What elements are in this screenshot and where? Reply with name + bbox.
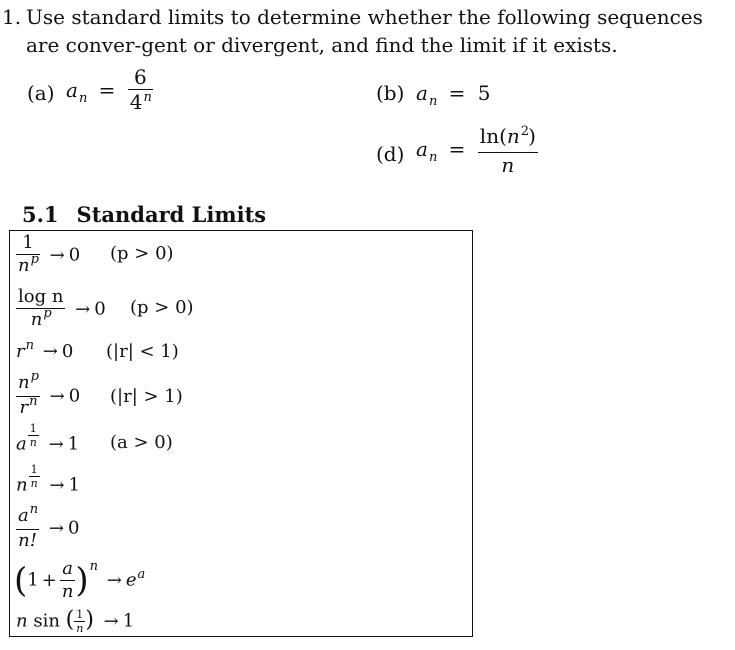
limit-1-result: 0 — [68, 244, 81, 266]
limit-7-denominator: n! — [18, 530, 37, 552]
limit-4-fraction — [16, 369, 40, 420]
section-number: 5.1 — [22, 202, 59, 227]
limit-row-7 — [16, 502, 80, 552]
limit-row-4 — [16, 369, 81, 420]
limit-7-result: 0 — [67, 517, 80, 539]
limit-4-num-base: n — [18, 372, 30, 393]
part-a-numerator: 6 — [133, 65, 147, 89]
limit-6-result: 1 — [68, 474, 80, 496]
limit-1-condition: (p > 0) — [110, 243, 174, 264]
limit-3-condition: (|r| < 1) — [106, 341, 179, 362]
part-a-lhs: a — [66, 78, 78, 103]
limit-4-arrow: → — [49, 385, 65, 407]
limit-4-denominator — [17, 394, 38, 420]
limit-4-result: 0 — [68, 385, 81, 407]
limit-row-6 — [16, 463, 80, 498]
limit-5-exp-den: n — [29, 436, 37, 449]
limit-8-fraction — [60, 559, 76, 602]
limit-5-arrow: → — [48, 433, 64, 455]
limit-1-arrow: → — [49, 244, 65, 266]
limit-9-frac-den: n — [76, 622, 84, 635]
limit-7-numerator — [16, 502, 39, 528]
part-a-fraction — [128, 66, 153, 117]
limit-3-result: 0 — [61, 341, 74, 362]
part-a-den-exp: n — [143, 90, 152, 106]
limit-5-result: 1 — [67, 433, 80, 455]
limit-1-numerator: 1 — [22, 232, 34, 253]
part-d-num-var: n — [506, 124, 520, 148]
question-number: 1. — [2, 5, 22, 29]
limit-4-den-base: r — [19, 397, 29, 419]
limit-2-den-exp: p — [43, 306, 52, 322]
limit-row-1 — [16, 233, 80, 278]
section-title-text: Standard Limits — [76, 202, 267, 227]
limit-1-den-exp: p — [30, 252, 39, 268]
limit-1-fraction — [16, 233, 40, 278]
limit-7-num-exp: n — [29, 502, 39, 517]
limit-5-base: a — [16, 433, 27, 455]
part-b-lhs: a — [416, 81, 428, 105]
limit-8-outer-exp: n — [89, 558, 99, 574]
part-b-rhs: 5 — [477, 81, 491, 105]
limit-2-denominator — [29, 306, 53, 332]
limit-1-den-base: n — [18, 255, 30, 277]
limit-6-arrow: → — [49, 474, 65, 496]
limit-3-arrow: → — [42, 341, 58, 362]
part-a-lhs-sub: n — [78, 91, 88, 107]
limit-8-frac-den: n — [61, 581, 74, 603]
part-d-label: (d) — [376, 142, 405, 166]
limit-row-8 — [14, 559, 144, 602]
part-d-num-close: ) — [528, 124, 536, 148]
limit-2-fraction — [16, 287, 65, 332]
limit-2-condition: (p > 0) — [130, 297, 194, 318]
limit-5-exp-fraction — [28, 423, 39, 448]
standard-limits-box — [9, 230, 473, 637]
part-b-lhs-sub: n — [428, 94, 438, 109]
part-a-equation — [66, 66, 153, 117]
part-a-den-base: 4 — [129, 90, 143, 115]
limit-8-right-paren: ) — [75, 560, 89, 601]
limit-8-arrow: → — [106, 569, 122, 591]
limit-5-condition: (a > 0) — [110, 432, 173, 453]
limit-6-exp-fraction — [29, 464, 40, 489]
question-text: Use standard limits to determine whether the following sequences are conver-gent or divergent, and find the limit if it exists. — [26, 5, 703, 57]
part-a-eq: = — [98, 78, 116, 103]
limit-2-result: 0 — [94, 298, 106, 320]
limit-8-plus: + — [41, 569, 57, 591]
limit-9-fraction — [74, 609, 85, 634]
limit-2-numerator: log n — [18, 286, 64, 307]
part-d-denominator: n — [501, 153, 515, 178]
part-d-num-fn: ln( — [479, 124, 507, 148]
part-d-eq: = — [448, 137, 466, 162]
limit-9-right-paren: ) — [85, 607, 94, 633]
limit-5-exp-num: 1 — [29, 422, 37, 435]
limit-8-frac-num: a — [62, 558, 73, 579]
limit-row-2 — [16, 287, 106, 332]
part-b-label: (b) — [376, 81, 405, 105]
limit-3-exp: n — [25, 338, 34, 353]
limit-4-condition: (|r| > 1) — [110, 386, 183, 407]
limit-9-result: 1 — [122, 610, 135, 632]
limit-8-left-paren: ( — [14, 560, 28, 601]
limit-2-arrow: → — [75, 298, 91, 320]
limit-4-numerator — [16, 369, 40, 395]
part-d-numerator — [478, 125, 538, 151]
section-title — [22, 202, 266, 227]
part-d-lhs: a — [416, 137, 428, 162]
limit-6-base: n — [16, 474, 28, 496]
part-b-equation — [416, 80, 491, 110]
limit-row-3 — [16, 338, 74, 365]
part-d-equation — [416, 125, 538, 176]
limit-9-arrow: → — [103, 610, 119, 632]
part-d-num-exp: 2 — [520, 124, 530, 139]
part-d-lhs-sub: n — [428, 150, 438, 166]
limit-1-denominator — [16, 252, 40, 278]
limit-2-den-base: n — [30, 309, 43, 331]
limit-7-fraction — [16, 502, 39, 552]
limit-6-exp-num: 1 — [30, 463, 38, 476]
limit-7-arrow: → — [48, 517, 64, 539]
limit-4-den-exp: n — [29, 394, 38, 410]
part-d-fraction — [478, 125, 538, 176]
limit-9-left-paren: ( — [65, 607, 75, 633]
limit-8-result-exp: a — [137, 566, 146, 582]
limit-row-5 — [16, 422, 80, 457]
limit-8-result-base: e — [125, 569, 137, 591]
limit-3-base: r — [16, 341, 25, 362]
limit-9-coef: n — [16, 610, 28, 632]
limit-7-num-base: a — [18, 505, 29, 526]
part-a-denominator — [128, 91, 153, 117]
part-b-eq: = — [448, 81, 466, 105]
limit-row-9 — [16, 609, 134, 634]
limit-9-frac-num: 1 — [76, 608, 84, 621]
limit-4-num-exp: p — [30, 369, 39, 384]
part-a-label: (a) — [27, 81, 55, 105]
limit-9-fn: sin — [33, 610, 60, 632]
limit-6-exp-den: n — [30, 477, 38, 490]
limit-8-one: 1 — [27, 569, 39, 591]
